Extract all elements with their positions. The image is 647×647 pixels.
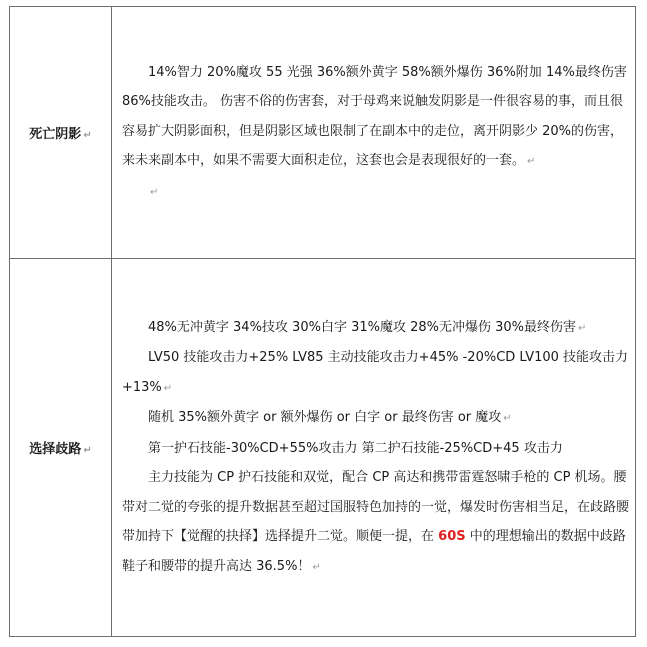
row-content-cell (112, 259, 636, 637)
paragraph-mark-icon: ↵ (163, 382, 173, 394)
row-label: 选择歧路 (29, 442, 82, 457)
paragraph-mark-icon: ↵ (312, 561, 321, 573)
paragraph-mark-icon: ↵ (83, 130, 92, 141)
paragraph-mark-icon: ↵ (578, 322, 587, 334)
paragraph (122, 403, 629, 434)
paragraph-text: 48%无冲黄字 34%技攻 30%白字 31%魔攻 28%无冲爆伤 30%最终伤害 (148, 319, 577, 335)
paragraph-mark-icon: ↵ (150, 186, 159, 198)
row-label: 死亡阴影 (29, 127, 82, 142)
paragraph-mark-icon: ↵ (503, 413, 512, 425)
table-row (10, 7, 636, 259)
paragraph-text: LV50 技能攻击力+25% LV85 主动技能攻击力+45% -20%CD LV100 技能攻击力+13% (122, 350, 629, 395)
row-label-cell (10, 7, 112, 259)
paragraph (122, 313, 629, 344)
paragraph-text: 中的理想输出的数据中歧路鞋子和腰带的提升高达 36.5%！ (122, 529, 626, 574)
highlight-text: 60S (438, 529, 466, 545)
row-content-cell (112, 7, 636, 259)
paragraph (122, 58, 629, 177)
paragraph (122, 343, 629, 403)
table-row (10, 259, 636, 637)
document-table (9, 6, 636, 637)
paragraph (122, 463, 629, 582)
paragraph-text: 14%智力 20%魔攻 55 光强 36%额外黄字 58%额外爆伤 36%附加 14%最终伤害 86%技能攻击。 伤害不俗的伤害套，对于母鸡来说触发阴影是一件很容易的事，而且很容易扩大阴影面积，但是阴影区域也限制了在副本中的走位，离开阴影少 20%的伤害，来未来副本中，如果不需要大面积走位，这套也会是表现很好的一套。 (122, 64, 627, 169)
paragraph-text: 随机 35%额外黄字 or 额外爆伤 or 白字 or 最终伤害 or 魔攻 (148, 410, 502, 426)
row-label-cell (10, 259, 112, 637)
paragraph-text: 第一护石技能-30%CD+55%攻击力 第二护石技能-25%CD+45 攻击力 (148, 440, 563, 456)
paragraph-mark-icon: ↵ (83, 445, 92, 456)
paragraph-mark-icon: ↵ (527, 156, 536, 168)
paragraph (122, 434, 629, 464)
paragraph-text: 主力技能为 CP 护石技能和双觉，配合 CP 高达和携带雷霆怒啸手枪的 CP 机场。腰带对二觉的夸张的提升数据甚至超过国服特色加持的一觉，爆发时伤害相当足，在歧路腰带加持下【觉醒的抉择】选择提升二觉。顺便一提，在 (122, 470, 630, 545)
empty-paragraph (122, 177, 629, 208)
